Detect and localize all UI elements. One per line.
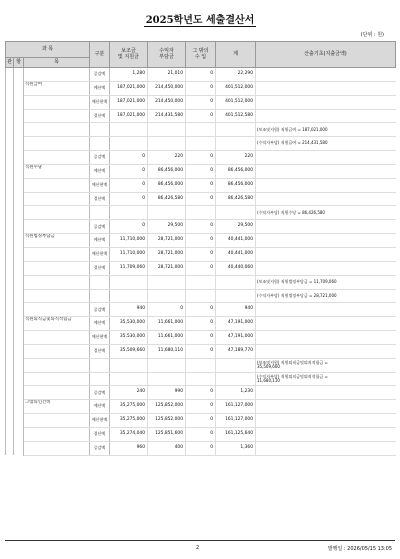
total-cell <box>216 206 256 220</box>
kwan-cell <box>6 261 14 275</box>
subsidy-cell <box>110 123 148 137</box>
kind-cell: 증감액 <box>90 386 110 400</box>
mok-cell <box>24 137 90 151</box>
hang-cell <box>14 303 24 317</box>
kwan-cell <box>6 331 14 345</box>
basis-cell <box>256 261 396 275</box>
table-row <box>6 192 396 206</box>
beneficiary-cell: 11,661,000 <box>148 317 186 331</box>
other-cell: 0 <box>186 427 216 441</box>
subsidy-cell: 1,280 <box>110 68 148 82</box>
table-row <box>6 275 396 289</box>
beneficiary-cell: 28,721,000 <box>148 234 186 248</box>
kind-cell: 예산현액 <box>90 178 110 192</box>
basis-cell <box>256 414 396 428</box>
kwan-cell <box>6 441 14 455</box>
other-cell: 0 <box>186 331 216 345</box>
mok-cell <box>24 358 90 372</box>
kind-cell <box>90 358 110 372</box>
beneficiary-cell: 0 <box>148 303 186 317</box>
kind-cell: 예산액 <box>90 164 110 178</box>
kwan-cell <box>6 372 14 386</box>
hang-cell <box>14 95 24 109</box>
kind-cell: 결산액 <box>90 427 110 441</box>
basis-cell <box>256 95 396 109</box>
basis-cell <box>256 164 396 178</box>
table-row <box>6 344 396 358</box>
basis-cell <box>256 178 396 192</box>
table-row <box>6 220 396 234</box>
beneficiary-cell: 28,721,000 <box>148 247 186 261</box>
kwan-cell <box>6 234 14 248</box>
subsidy-cell: 0 <box>110 220 148 234</box>
total-cell: 29,500 <box>216 220 256 234</box>
kind-cell: 예산액 <box>90 234 110 248</box>
basis-cell: (수익자부담) 직원퇴직금및퇴직적립금 = 11,680,110 <box>256 372 396 386</box>
subsidy-cell: 0 <box>110 164 148 178</box>
table-row <box>6 289 396 303</box>
kwan-cell <box>6 192 14 206</box>
other-cell: 0 <box>186 95 216 109</box>
kind-cell <box>90 206 110 220</box>
kwan-cell <box>6 220 14 234</box>
kwan-cell <box>6 123 14 137</box>
total-cell: 40,441,000 <box>216 234 256 248</box>
kind-cell: 결산액 <box>90 109 110 123</box>
beneficiary-cell: 11,680,110 <box>148 344 186 358</box>
mok-cell <box>24 261 90 275</box>
subsidy-cell: 35,274,040 <box>110 427 148 441</box>
other-cell: 0 <box>186 164 216 178</box>
beneficiary-cell: 125,852,000 <box>148 400 186 414</box>
beneficiary-cell: 28,721,000 <box>148 261 186 275</box>
hang-cell <box>14 261 24 275</box>
kind-cell: 예산액 <box>90 317 110 331</box>
beneficiary-cell: 400 <box>148 441 186 455</box>
total-cell <box>216 289 256 303</box>
beneficiary-cell: 125,851,600 <box>148 427 186 441</box>
subsidy-cell: 0 <box>110 151 148 165</box>
table-row <box>6 81 396 95</box>
kind-cell: 예산현액 <box>90 95 110 109</box>
mok-cell <box>24 331 90 345</box>
kind-cell: 예산현액 <box>90 414 110 428</box>
subsidy-cell <box>110 137 148 151</box>
other-cell <box>186 289 216 303</box>
mok-cell <box>24 192 90 206</box>
other-cell <box>186 275 216 289</box>
basis-cell: (보조및지원) 직원법정부담금 = 11,709,060 <box>256 275 396 289</box>
subsidy-cell: 187,021,000 <box>110 109 148 123</box>
other-cell: 0 <box>186 220 216 234</box>
mok-cell <box>24 68 90 82</box>
other-cell: 0 <box>186 68 216 82</box>
total-cell: 1,360 <box>216 441 256 455</box>
hang-cell <box>14 441 24 455</box>
total-cell: 47,191,000 <box>216 317 256 331</box>
total-cell <box>216 137 256 151</box>
basis-cell <box>256 331 396 345</box>
kind-cell <box>90 289 110 303</box>
total-cell: 161,127,000 <box>216 400 256 414</box>
expenditure-table <box>5 41 396 456</box>
table-row <box>6 123 396 137</box>
basis-cell <box>256 234 396 248</box>
table-header <box>6 42 396 68</box>
beneficiary-cell <box>148 358 186 372</box>
kind-cell <box>90 123 110 137</box>
kwan-cell <box>6 414 14 428</box>
basis-cell <box>256 386 396 400</box>
hang-cell <box>14 414 24 428</box>
subsidy-cell <box>110 275 148 289</box>
subsidy-cell: 960 <box>110 441 148 455</box>
kind-cell: 결산액 <box>90 344 110 358</box>
table-row <box>6 95 396 109</box>
header-kwan: 관 <box>6 58 14 68</box>
kwan-cell <box>6 289 14 303</box>
table-row <box>6 331 396 345</box>
header-basis: 산출기초(지출금액) <box>256 42 396 68</box>
issued-date: 발행일 : 2026/05/15 13:05 <box>327 546 392 552</box>
hang-cell <box>14 386 24 400</box>
kwan-cell <box>6 81 14 95</box>
subsidy-cell <box>110 289 148 303</box>
total-cell <box>216 358 256 372</box>
table-row <box>6 109 396 123</box>
hang-cell <box>14 289 24 303</box>
kwan-cell <box>6 95 14 109</box>
kwan-cell <box>6 151 14 165</box>
total-cell: 401,512,000 <box>216 81 256 95</box>
other-cell: 0 <box>186 414 216 428</box>
other-cell: 0 <box>186 151 216 165</box>
basis-cell: (수익자부담) 직원법정부담금 = 28,721,000 <box>256 289 396 303</box>
kind-cell: 예산현액 <box>90 247 110 261</box>
table-row <box>6 441 396 455</box>
header-mok: 목 <box>24 58 90 68</box>
mok-cell: 직원급여 <box>24 81 90 95</box>
table-row <box>6 261 396 275</box>
table-row <box>6 247 396 261</box>
table-row <box>6 400 396 414</box>
kwan-cell <box>6 178 14 192</box>
header-other: 그 밖의 수 입 <box>186 42 216 68</box>
total-cell: 86,456,000 <box>216 178 256 192</box>
subsidy-cell: 0 <box>110 192 148 206</box>
other-cell: 0 <box>186 303 216 317</box>
other-cell: 0 <box>186 81 216 95</box>
basis-cell <box>256 441 396 455</box>
kind-cell <box>90 137 110 151</box>
other-cell: 0 <box>186 441 216 455</box>
table-row <box>6 178 396 192</box>
kind-cell: 증감액 <box>90 151 110 165</box>
header-subsidy: 보조금 및 지원금 <box>110 42 148 68</box>
subsidy-cell: 11,710,000 <box>110 234 148 248</box>
kind-cell: 예산현액 <box>90 331 110 345</box>
header-total: 계 <box>216 42 256 68</box>
other-cell <box>186 372 216 386</box>
table-row <box>6 164 396 178</box>
basis-cell <box>256 109 396 123</box>
kwan-cell <box>6 206 14 220</box>
hang-cell <box>14 164 24 178</box>
beneficiary-cell: 11,661,000 <box>148 331 186 345</box>
beneficiary-cell: 86,456,000 <box>148 164 186 178</box>
hang-cell <box>14 427 24 441</box>
other-cell: 0 <box>186 109 216 123</box>
other-cell <box>186 137 216 151</box>
kwan-cell <box>6 247 14 261</box>
beneficiary-cell: 86,426,580 <box>148 192 186 206</box>
table-row <box>6 234 396 248</box>
kwan-cell <box>6 344 14 358</box>
beneficiary-cell <box>148 275 186 289</box>
mok-cell <box>24 275 90 289</box>
mok-cell <box>24 247 90 261</box>
kind-cell: 증감액 <box>90 68 110 82</box>
total-cell: 40,441,000 <box>216 247 256 261</box>
mok-cell <box>24 427 90 441</box>
other-cell: 0 <box>186 317 216 331</box>
mok-cell <box>24 95 90 109</box>
mok-cell <box>24 178 90 192</box>
kwan-cell <box>6 303 14 317</box>
mok-cell: 직원수당 <box>24 164 90 178</box>
table-row <box>6 427 396 441</box>
beneficiary-cell: 86,456,000 <box>148 178 186 192</box>
mok-cell <box>24 414 90 428</box>
total-cell: 86,456,000 <box>216 164 256 178</box>
table-row <box>6 137 396 151</box>
kind-cell: 결산액 <box>90 261 110 275</box>
hang-cell <box>14 109 24 123</box>
beneficiary-cell: 990 <box>148 386 186 400</box>
kwan-cell <box>6 68 14 82</box>
hang-cell <box>14 68 24 82</box>
footer-divider <box>5 540 395 541</box>
kwan-cell <box>6 275 14 289</box>
subsidy-cell: 187,021,000 <box>110 81 148 95</box>
total-cell: 22,290 <box>216 68 256 82</box>
mok-cell <box>24 220 90 234</box>
subsidy-cell: 11,710,000 <box>110 247 148 261</box>
mok-cell <box>24 441 90 455</box>
hang-cell <box>14 317 24 331</box>
mok-cell: 직원법정부담금 <box>24 234 90 248</box>
total-cell: 1,230 <box>216 386 256 400</box>
kwan-cell <box>6 164 14 178</box>
subsidy-cell: 35,275,000 <box>110 414 148 428</box>
page-number: 2 <box>196 545 200 551</box>
other-cell <box>186 206 216 220</box>
mok-cell <box>24 289 90 303</box>
beneficiary-cell: 29,500 <box>148 220 186 234</box>
other-cell: 0 <box>186 386 216 400</box>
beneficiary-cell: 21,010 <box>148 68 186 82</box>
beneficiary-cell <box>148 123 186 137</box>
document-title: 2025학년도 세출결산서 <box>145 15 255 26</box>
total-cell <box>216 275 256 289</box>
basis-cell: (보조및지원) 직원퇴직금및퇴직적립금 = 35,509,660 <box>256 358 396 372</box>
total-cell: 40,440,060 <box>216 261 256 275</box>
basis-cell <box>256 192 396 206</box>
other-cell: 0 <box>186 344 216 358</box>
mok-cell <box>24 151 90 165</box>
mok-cell: 그밖의인건비 <box>24 400 90 414</box>
hang-cell <box>14 234 24 248</box>
table-row <box>6 386 396 400</box>
table-row <box>6 206 396 220</box>
hang-cell <box>14 206 24 220</box>
kind-cell: 결산액 <box>90 192 110 206</box>
table-row <box>6 68 396 82</box>
hang-cell <box>14 151 24 165</box>
subsidy-cell: 11,709,060 <box>110 261 148 275</box>
total-cell: 401,512,000 <box>216 95 256 109</box>
other-cell: 0 <box>186 178 216 192</box>
total-cell: 86,426,580 <box>216 192 256 206</box>
subsidy-cell: 240 <box>110 386 148 400</box>
total-cell: 401,512,580 <box>216 109 256 123</box>
table-row <box>6 372 396 386</box>
kind-cell: 증감액 <box>90 220 110 234</box>
total-cell: 161,127,000 <box>216 414 256 428</box>
subsidy-cell <box>110 372 148 386</box>
hang-cell <box>14 137 24 151</box>
hang-cell <box>14 123 24 137</box>
total-cell: 47,191,000 <box>216 331 256 345</box>
total-cell: 161,125,640 <box>216 427 256 441</box>
kind-cell <box>90 372 110 386</box>
beneficiary-cell: 220 <box>148 151 186 165</box>
kwan-cell <box>6 400 14 414</box>
kind-cell: 증감액 <box>90 303 110 317</box>
basis-cell <box>256 317 396 331</box>
mok-cell <box>24 123 90 137</box>
other-cell <box>186 123 216 137</box>
beneficiary-cell: 214,431,580 <box>148 109 186 123</box>
basis-cell: (보조및지원) 직원급여 = 187,021,000 <box>256 123 396 137</box>
beneficiary-cell: 125,852,000 <box>148 414 186 428</box>
hang-cell <box>14 275 24 289</box>
kwan-cell <box>6 358 14 372</box>
other-cell: 0 <box>186 261 216 275</box>
subsidy-cell <box>110 206 148 220</box>
basis-cell <box>256 220 396 234</box>
mok-cell <box>24 303 90 317</box>
mok-cell <box>24 344 90 358</box>
subsidy-cell: 35,509,660 <box>110 344 148 358</box>
total-cell: 47,189,770 <box>216 344 256 358</box>
total-cell <box>216 372 256 386</box>
subsidy-cell: 35,530,000 <box>110 317 148 331</box>
other-cell: 0 <box>186 247 216 261</box>
basis-cell <box>256 151 396 165</box>
header-kwamok: 과 목 <box>6 42 90 58</box>
basis-cell <box>256 427 396 441</box>
beneficiary-cell <box>148 206 186 220</box>
beneficiary-cell <box>148 289 186 303</box>
subsidy-cell: 35,275,000 <box>110 400 148 414</box>
basis-cell <box>256 303 396 317</box>
mok-cell <box>24 372 90 386</box>
header-beneficiary: 수익자 부담금 <box>148 42 186 68</box>
hang-cell <box>14 192 24 206</box>
header-kind: 구분 <box>90 42 110 68</box>
beneficiary-cell: 214,450,000 <box>148 81 186 95</box>
header-hang: 항 <box>14 58 24 68</box>
beneficiary-cell <box>148 137 186 151</box>
basis-cell <box>256 247 396 261</box>
kwan-cell <box>6 317 14 331</box>
basis-cell <box>256 400 396 414</box>
subsidy-cell: 187,021,000 <box>110 95 148 109</box>
hang-cell <box>14 331 24 345</box>
hang-cell <box>14 372 24 386</box>
table-row <box>6 358 396 372</box>
mok-cell: 직원퇴직금및퇴직적립금 <box>24 317 90 331</box>
beneficiary-cell: 214,450,000 <box>148 95 186 109</box>
mok-cell <box>24 386 90 400</box>
basis-cell <box>256 68 396 82</box>
subsidy-cell <box>110 358 148 372</box>
kwan-cell <box>6 137 14 151</box>
hang-cell <box>14 81 24 95</box>
kind-cell <box>90 275 110 289</box>
other-cell: 0 <box>186 234 216 248</box>
kind-cell: 예산액 <box>90 81 110 95</box>
mok-cell <box>24 206 90 220</box>
beneficiary-cell <box>148 372 186 386</box>
other-cell: 0 <box>186 400 216 414</box>
hang-cell <box>14 247 24 261</box>
kind-cell: 증감액 <box>90 441 110 455</box>
kwan-cell <box>6 386 14 400</box>
hang-cell <box>14 358 24 372</box>
other-cell: 0 <box>186 192 216 206</box>
hang-cell <box>14 400 24 414</box>
subsidy-cell: 0 <box>110 178 148 192</box>
kwan-cell <box>6 427 14 441</box>
hang-cell <box>14 344 24 358</box>
basis-cell <box>256 344 396 358</box>
table-row <box>6 317 396 331</box>
total-cell: 220 <box>216 151 256 165</box>
unit-label: (단위 : 원) <box>360 32 384 38</box>
subsidy-cell: 35,530,000 <box>110 331 148 345</box>
subsidy-cell: 940 <box>110 303 148 317</box>
hang-cell <box>14 220 24 234</box>
table-row <box>6 151 396 165</box>
kwan-cell <box>6 109 14 123</box>
total-cell <box>216 123 256 137</box>
basis-cell: (수익자부담) 직원급여 = 214,431,580 <box>256 137 396 151</box>
table-row <box>6 414 396 428</box>
basis-cell: (수익자부담) 직원수당 = 86,426,580 <box>256 206 396 220</box>
hang-cell <box>14 178 24 192</box>
basis-cell <box>256 81 396 95</box>
other-cell <box>186 358 216 372</box>
total-cell: 940 <box>216 303 256 317</box>
mok-cell <box>24 109 90 123</box>
kind-cell: 예산액 <box>90 400 110 414</box>
table-row <box>6 303 396 317</box>
